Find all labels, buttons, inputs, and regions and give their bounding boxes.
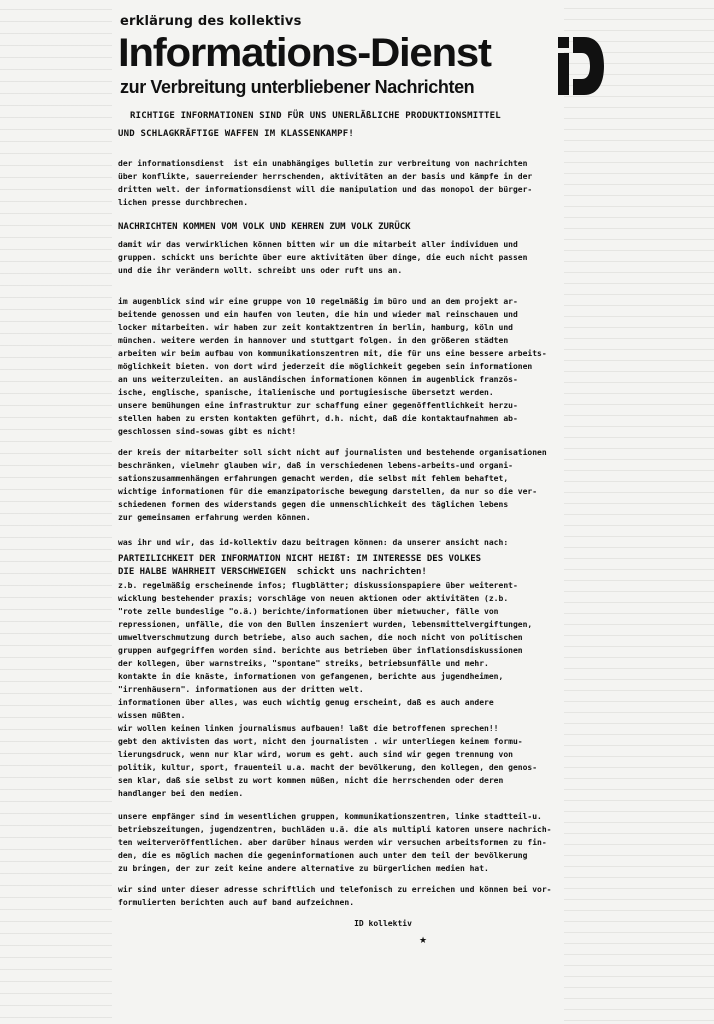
signature: ID kollektiv: [354, 919, 412, 928]
heading-nachrichten: NACHRICHTEN KOMMEN VOM VOLK UND KEHREN ZUM VOLK ZURÜCK: [118, 222, 411, 232]
heading-parteilichkeit: PARTEILICHKEIT DER INFORMATION NICHT HEIßT: IM INTERESSE DES VOLKES DIE HALBE WAHRHEIT VERSCHWEIGEN schickt uns nachrichten!: [118, 554, 482, 577]
paragraph-beitragen: was ihr und wir, das id-kollektiv dazu beitragen können: da unserer ansicht nach:: [118, 538, 509, 547]
paragraph-empfaenger: unsere empfänger sind im wesentlichen gruppen, kommunikationszentren, linke stadtteil-u. betriebszeitungen, jugendzentren, buchläden u.ä. die als multipli katoren unsere nachrich- ten weiterveröffentlichen. aber darüber hinaus werden wir versuchen arbeitsformen zu fin- den, die es möglich machen die gegeninformationen auch unter dem teil der bevölkerung zu bringen, der zur zeit keine andere alternative zu bürgerlichen medien hat.: [118, 812, 552, 873]
kicker: erklärung des kollektivs: [120, 14, 302, 29]
paragraph-beispiele: z.b. regelmäßig erscheinende infos; flugblätter; diskussionspapiere über weiterent- wicklung bestehender praxis; vorschläge von neuen aktionen oder aktivitäten (z.b. "rote zelle bundeslige "o.ä.) berichte/informationen über mietwucher, fälle von repressionen, unfälle, die von den Bullen inszeniert wurden, lebensmittelvergiftungen, umweltverschmutzung durch betriebe, also auch sachen, die noch nicht von politischen gruppen aufgegriffen worden sind. berichte aus betrieben über inflationsdiskussionen der kollegen, über warnstreiks, "spontane" streiks, betriebsunfälle und mehr. kontakte in die knäste, informationen von gefangenen, berichte aus jugendheimen, "irrenhäusern". informationen aus der dritten welt. informationen über alles, was euch wichtig genug erscheint, daß es auch andere wissen müßten. wir wollen keinen linken journalismus aufbauen! laßt die betroffenen sprechen!! gebt den aktivisten das wort, nicht den journalisten . wir unterliegen keinem formu- lierungsdruck, wenn nur klar wird, worum es geht. auch sind wir gegen trennung von politik, kultur, sport, frauenteil u.a. macht der bevölkerung, den kollegen, den genos- sen klar, daß sie selbst zu wort kommen müßen, nicht die herrschenden oder deren handlanger bei den medien.: [118, 581, 538, 798]
masthead-title: Informations-Dienst: [118, 31, 491, 75]
tagline-line-2: UND SCHLAGKRÄFTIGE WAFFEN IM KLASSENKAMPF!: [118, 129, 354, 139]
tagline-line-1: RICHTIGE INFORMATIONEN SIND FÜR UNS UNERLÄßLICHE PRODUKTIONSMITTEL: [130, 111, 501, 121]
paragraph-mitarbeit: damit wir das verwirklichen können bitten wir um die mitarbeit aller individuen und gruppen. schickt uns berichte über eure aktivitäten über dinge, die euch nicht passen und die ihr verändern wollt. schreibt uns oder ruft uns an.: [118, 240, 528, 275]
intro-paragraph: der informationsdienst ist ein unabhängiges bulletin zur verbreitung von nachrichten über konflikte, sauerreiender herrschenden, aktivitäten an der basis und kämpfe in der dritten welt. der informationsdienst will die manipulation und das monopol der bürger- lichen presse durchbrechen.: [118, 159, 533, 207]
tagline: [118, 107, 588, 143]
masthead: [118, 33, 588, 103]
paragraph-kreis: der kreis der mitarbeiter soll sicht nicht auf journalisten und bestehende organisationen beschränken, vielmehr glauben wir, daß in verschiedenen lebens-arbeits-und organi- sationszusammenhängen erfahrungen gemacht werden, die selbst mit fehlem behaftet, wichtige informationen für die emanzipatorische bewegung darstellen, da nur so die ver- schiedenen formen des widerstands gegen die unmenschlichkeit des täglichen lebens zur gemeinsamen erfahrung werden können.: [118, 448, 547, 522]
masthead-subtitle: zur Verbreitung unterbliebener Nachrichten: [120, 77, 475, 97]
paragraph-adresse: wir sind unter dieser adresse schriftlich und telefonisch zu erreichen und können bei vor- formulierten berichten auch auf band aufzeichnen.: [118, 885, 552, 907]
star-icon: ★: [418, 936, 428, 946]
id-logo-icon: [558, 37, 604, 95]
document-page: [118, 14, 588, 946]
adjacent-page-bleed-left: [0, 0, 112, 1024]
paragraph-gruppe: im augenblick sind wir eine gruppe von 10 regelmäßig im büro und an dem projekt ar- beitende genossen und ein haufen von leuten, die hin und wieder mal reinschauen und locker mitarbeiten. wir haben zur zeit kontaktzentren in berlin, hamburg, köln und münchen. weitere werden in hannover und stuttgart folgen. in den größeren städten arbeiten wir beim aufbau von kommunikationszentren mit, die für uns eine bessere arbeits- möglichkeit bieten. von dort wird jederzeit die möglichkeit gegeben sein informationen an uns weiterzuleiten. an ausländischen informationen können im augenblick französ- ische, englische, spanische, italienische und portugiesische übersetzt werden. unsere bemühungen eine infrastruktur zur schaffung einer gegenöffentlichkeit herzu- stellen haben zu ersten kontakten geführt, d.h. nicht, daß die kontaktaufnahmen ab- geschlossen sind-sowas gibt es nicht!: [118, 297, 547, 436]
